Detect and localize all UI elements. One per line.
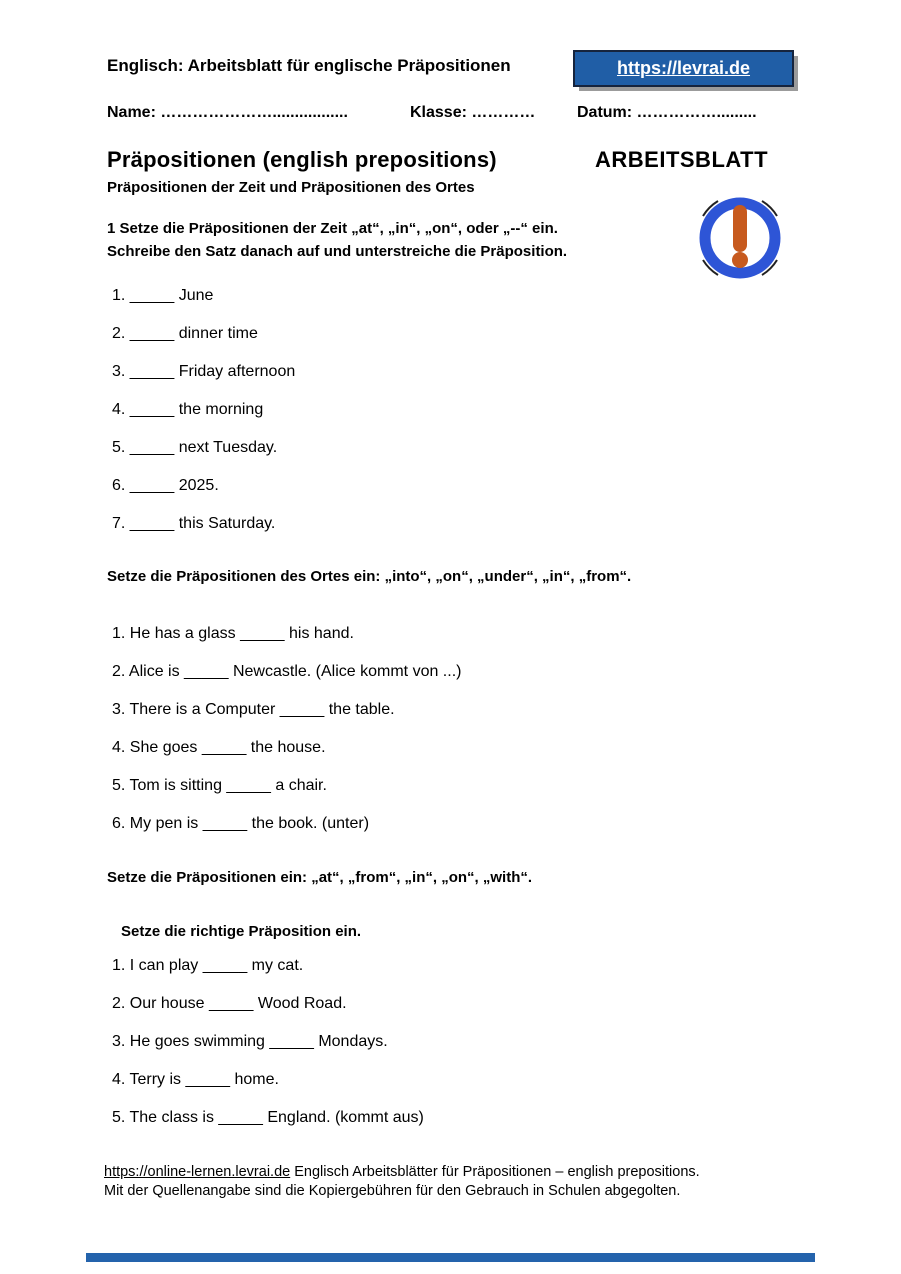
exercise-item: 5. Tom is sitting _____ a chair. xyxy=(112,777,327,794)
exercise2-list xyxy=(112,624,461,852)
datum-field-label: Datum: ……………......... xyxy=(577,104,757,121)
exercise-item: 4. She goes _____ the house. xyxy=(112,739,326,756)
exercise-item: 1. He has a glass _____ his hand. xyxy=(112,625,354,642)
exercise1-instruction-line2: Schreibe den Satz danach auf und unterstreiche die Präposition. xyxy=(107,243,568,260)
exercise1-instruction xyxy=(107,217,687,263)
exercise-item: 2. Alice is _____ Newcastle. (Alice kommt von ...) xyxy=(112,663,462,680)
header-title: Englisch: Arbeitsblatt für englische Präpositionen xyxy=(107,56,511,75)
exercise-item: 1. I can play _____ my cat. xyxy=(112,957,304,974)
footer-link[interactable]: https://online-lernen.levrai.de xyxy=(104,1164,291,1180)
footer-line1-text: Englisch Arbeitsblätter für Präpositionen – english prepositions. xyxy=(290,1164,700,1180)
meta-row xyxy=(0,104,901,126)
exercise-item: 3. _____ Friday afternoon xyxy=(112,363,296,380)
exercise-item: 6. _____ 2025. xyxy=(112,477,219,494)
exercise-item: 1. _____ June xyxy=(112,287,214,304)
exercise-item: 5. The class is _____ England. (kommt aus) xyxy=(112,1109,424,1126)
exercise-item: 3. There is a Computer _____ the table. xyxy=(112,701,395,718)
exercise-item: 2. Our house _____ Wood Road. xyxy=(112,995,347,1012)
exercise3-subheading: Setze die richtige Präposition ein. xyxy=(121,923,362,940)
footer-line2: Mit der Quellenangabe sind die Kopiergebühren für den Gebrauch in Schulen abgegolten. xyxy=(104,1183,681,1199)
name-field-label: Name: …………………................. xyxy=(107,104,348,121)
footer xyxy=(104,1163,700,1201)
exercise-item: 3. He goes swimming _____ Mondays. xyxy=(112,1033,388,1050)
exercise1-list xyxy=(112,286,295,552)
exercise-item: 2. _____ dinner time xyxy=(112,325,258,342)
exercise3-list xyxy=(112,956,424,1146)
exercise-item: 5. _____ next Tuesday. xyxy=(112,439,278,456)
levrai-link[interactable]: https://levrai.de xyxy=(616,58,751,78)
exclamation-icon xyxy=(690,188,790,288)
exercise2-heading: Setze die Präpositionen des Ortes ein: „into“, „on“, „under“, „in“, „from“. xyxy=(107,568,632,585)
exercise3-heading: Setze die Präpositionen ein: „at“, „from“, „in“, „on“, „with“. xyxy=(107,869,533,886)
bottom-bar xyxy=(86,1253,815,1262)
exercise-item: 4. Terry is _____ home. xyxy=(112,1071,279,1088)
exercise-item: 6. My pen is _____ the book. (unter) xyxy=(112,815,370,832)
footer-line1 xyxy=(104,1163,700,1182)
worksheet-title: Präpositionen (english prepositions) xyxy=(107,147,497,172)
levrai-link-box[interactable] xyxy=(573,50,794,87)
exercise-item: 4. _____ the morning xyxy=(112,401,264,418)
exercise-item: 7. _____ this Saturday. xyxy=(112,515,276,532)
worksheet-subtitle: Präpositionen der Zeit und Präpositionen des Ortes xyxy=(107,179,475,196)
exercise1-instruction-line1: 1 Setze die Präpositionen der Zeit „at“, „in“, „on“, oder „--“ ein. xyxy=(107,220,558,237)
worksheet-type-label: ARBEITSBLATT xyxy=(595,147,769,172)
klasse-field-label: Klasse: ………… xyxy=(410,104,536,121)
